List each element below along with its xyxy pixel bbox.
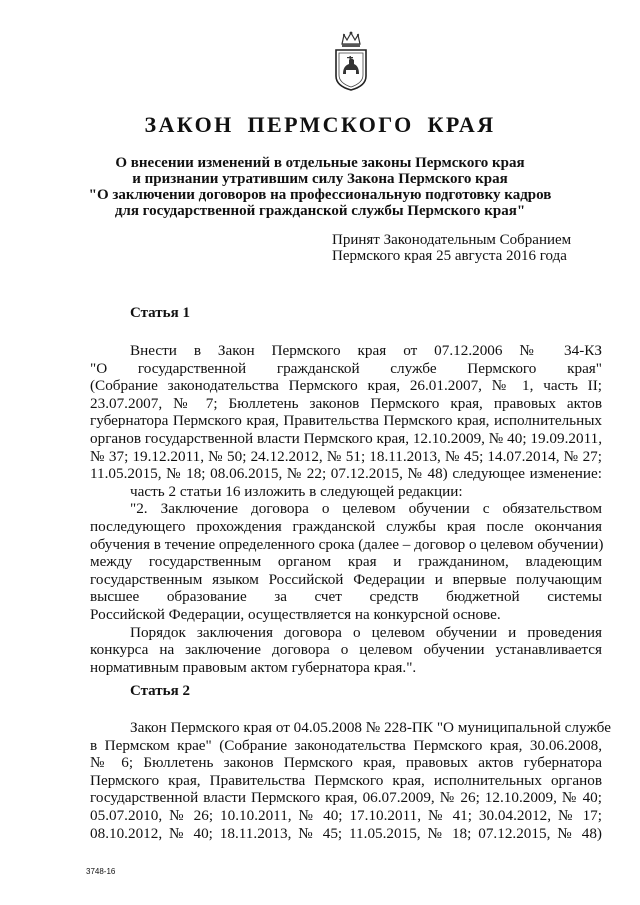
- text-line: нормативным правовым актом губернатора края.".: [90, 658, 417, 676]
- text-line: в Пермском крае" (Собрание законодательства Пермского края, 30.06.2008,: [90, 736, 602, 754]
- text-line: 23.07.2007, № 7; Бюллетень законов Пермского края, правовых актов: [90, 394, 602, 412]
- text-line: Российской Федерации, осуществляется на конкурсной основе.: [90, 605, 501, 623]
- article-2-heading: Статья 2: [130, 683, 190, 699]
- text-line: № 6; Бюллетень законов Пермского края, правовых актов губернатора: [90, 754, 602, 772]
- subtitle-line: "О заключении договоров на профессиональную подготовку кадров: [88, 187, 552, 203]
- article-2-body: [90, 719, 611, 842]
- text-line: 11.05.2015, № 18; 08.06.2015, № 22; 07.12.2015, № 48) следующее изменение:: [90, 465, 602, 483]
- subtitle-line: О внесении изменений в отдельные законы Пермского края: [115, 155, 525, 171]
- text-line: "О государственной гражданской службе Пермского края": [90, 359, 602, 377]
- text-line: Порядок заключения договора о целевом обучении и проведения: [130, 623, 602, 641]
- text-line: Внести в Закон Пермского края от 07.12.2006 № 34-КЗ: [130, 342, 602, 359]
- text-line: между государственным органом края и гражданином, владеющим: [90, 553, 602, 571]
- text-line: государственной власти Пермского края, 06.07.2009, № 26; 12.10.2009, № 40;: [90, 789, 602, 807]
- text-line: "2. Заключение договора о целевом обучении с обязательством: [130, 500, 602, 518]
- text-line: часть 2 статьи 16 изложить в следующей редакции:: [130, 482, 463, 500]
- law-subtitle: [60, 155, 580, 219]
- text-line: последующего прохождения гражданской службы края после окончания: [90, 517, 602, 535]
- subtitle-line: и признании утратившим силу Закона Пермского края: [132, 171, 508, 187]
- subtitle-line: для государственной гражданской службы Пермского края": [114, 203, 526, 219]
- text-line: органов государственной власти Пермского края, 12.10.2009, № 40; 19.09.2011,: [90, 429, 602, 447]
- text-line: губернатора Пермского края, Правительства Пермского края, исполнительных: [90, 412, 602, 430]
- text-line: Пермского края, Правительства Пермского края, исполнительных органов: [90, 771, 602, 789]
- adoption-line: Пермского края 25 августа 2016 года: [332, 248, 567, 264]
- article-1-heading: Статья 1: [130, 305, 190, 321]
- text-line: 08.10.2012, № 40; 18.11.2013, № 45; 11.05.2015, № 18; 07.12.2015, № 48): [90, 824, 602, 842]
- text-line: Закон Пермского края от 04.05.2008 № 228-ПК "О муниципальной службе: [130, 719, 611, 736]
- adoption-note: [332, 232, 571, 264]
- document-registration-code: 3748-16: [86, 867, 116, 876]
- text-line: обучения в течение определенного срока (далее – договор о целевом обучении): [90, 535, 604, 553]
- text-line: государственным языком Российской Федерации и впервые получающим: [90, 570, 602, 588]
- text-line: 05.07.2010, № 26; 10.10.2011, № 40; 17.10.2011, № 41; 30.04.2012, № 17;: [90, 806, 602, 824]
- article-1-body: [90, 342, 602, 676]
- text-line: конкурса на заключение договора о целевом обучении устанавливается: [90, 641, 602, 659]
- text-line: (Собрание законодательства Пермского края, 26.01.2007, № 1, часть II;: [90, 377, 602, 395]
- text-line: высшее образование за счет средств бюджетной системы: [90, 588, 602, 606]
- coat-of-arms-icon: [333, 30, 369, 92]
- law-title: ЗАКОН ПЕРМСКОГО КРАЯ: [144, 112, 496, 137]
- text-line: № 37; 19.12.2011, № 50; 24.12.2012, № 51; 18.11.2013, № 45; 14.07.2014, № 27;: [90, 447, 602, 465]
- adoption-line: Принят Законодательным Собранием: [332, 232, 572, 248]
